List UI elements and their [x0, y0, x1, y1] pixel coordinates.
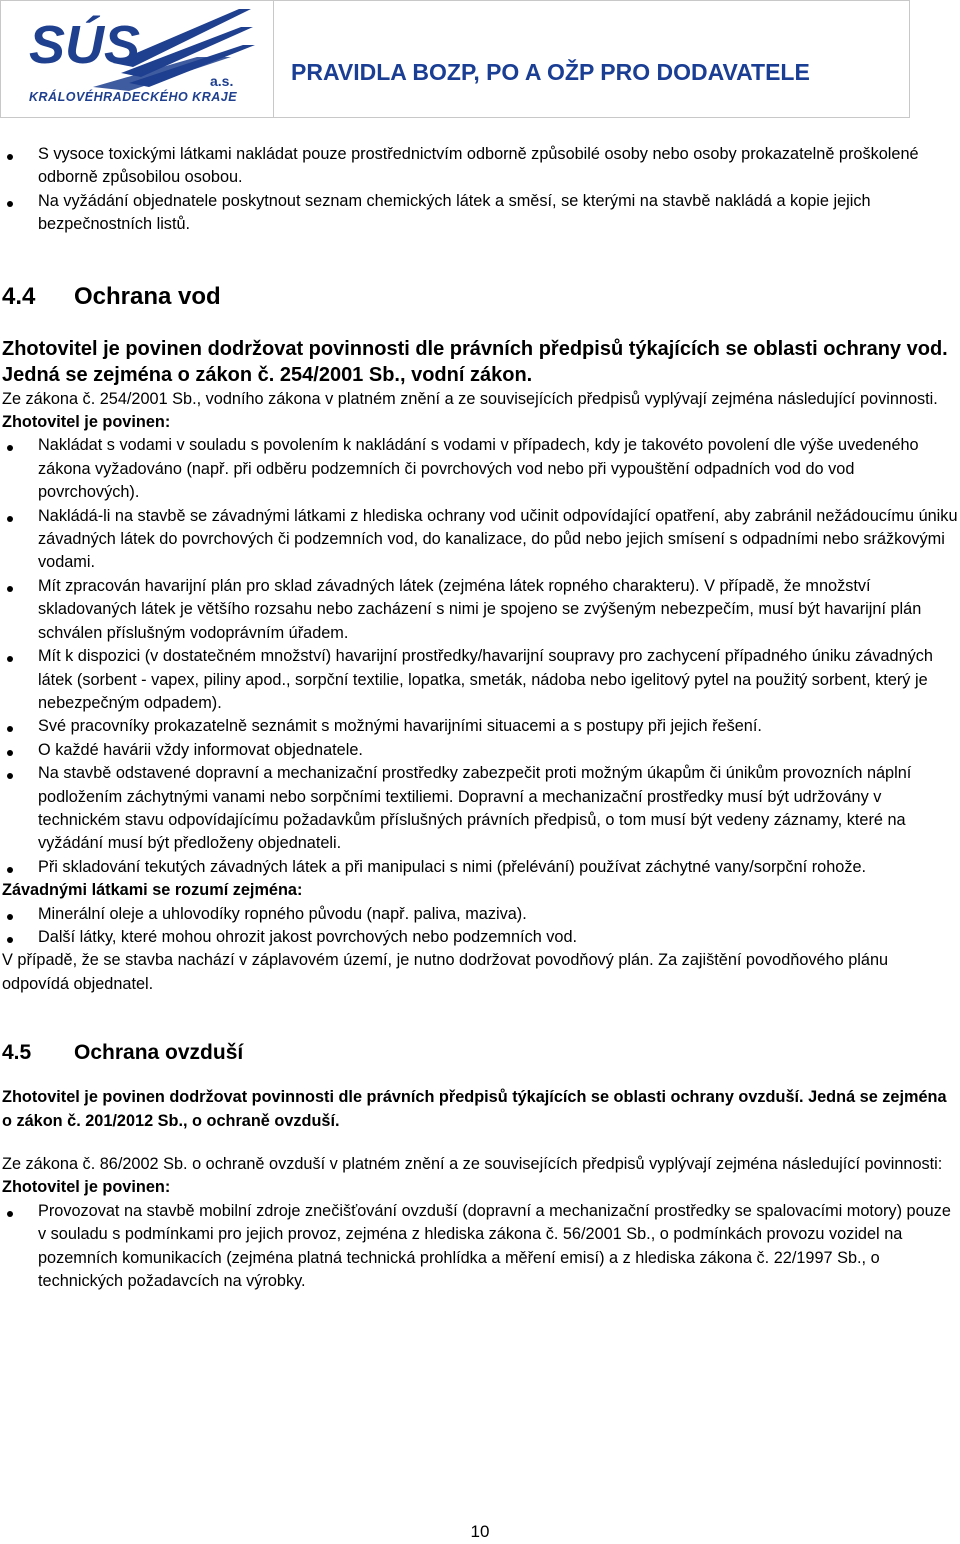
list-item: Minerální oleje a uhlovodíky ropného původu (např. paliva, maziva).: [2, 903, 958, 926]
logo-subtitle: KRÁLOVÉHRADECKÉHO KRAJE: [29, 90, 238, 104]
list-item: S vysoce toxickými látkami nakládat pouze prostřednictvím odborně způsobilé osoby nebo osoby prokazatelně proškolené odborně způsobilou osobou.: [2, 143, 958, 190]
bullet-icon: [7, 516, 13, 522]
duty-heading: Zhotovitel je povinen:: [2, 1178, 171, 1197]
page-number: 10: [470, 1522, 490, 1541]
substances-heading: Závadnými látkami se rozumí zejména:: [2, 881, 303, 900]
section-lead: Zhotovitel je povinen dodržovat povinnosti dle právních předpisů týkajících se oblasti ochrany vod. Jedná se zejména o zákon č. 254/2001 Sb., vodní zákon.: [2, 337, 948, 386]
list-item: Při skladování tekutých závadných látek a při manipulaci s nimi (přelévání) používat záchytné vany/sorpční rohože.: [2, 856, 958, 879]
section-lead: Zhotovitel je povinen dodržovat povinnosti dle právních předpisů týkajících se oblasti ochrany ovzduší. Jedná se zejména o zákon č. 201/2012 Sb., o ochraně ovzduší.: [2, 1088, 947, 1130]
bullet-icon: [7, 1211, 13, 1217]
bullet-icon: [7, 937, 13, 943]
section-heading-4-4: 4.4 Ochrana vod: [2, 282, 221, 310]
bullet-icon: [7, 586, 13, 592]
bullet-icon: [7, 914, 13, 920]
law-text: Ze zákona č. 86/2002 Sb. o ochraně ovzduší v platném znění a ze souvisejících předpisů vyplývají zejména následující povinnosti:: [2, 1155, 943, 1173]
bullet-icon: [7, 726, 13, 732]
law-text: Ze zákona č. 254/2001 Sb., vodního zákona v platném znění a ze souvisejících předpisů vyplývají zejména následující povinnosti.: [2, 389, 938, 408]
bullet-icon: [7, 201, 13, 207]
company-logo: [1, 1, 274, 117]
document-title: PRAVIDLA BOZP, PO A OŽP PRO DODAVATELE: [291, 59, 810, 85]
bullet-icon: [7, 154, 13, 160]
bullet-icon: [7, 656, 13, 662]
list-item: Nakládat s vodami v souladu s povolením k nakládání s vodami v případech, kdy je takovéto povolení dle výše uvedeného zákona vyžadováno (např. při odběru podzemních či povrchových vod nebo při vypouštění odpadních vod do vod povrchových).: [2, 434, 958, 504]
duties-list: [2, 1200, 958, 1294]
duty-heading: Zhotovitel je povinen:: [2, 413, 171, 432]
flood-text: V případě, že se stavba nachází v záplavovém území, je nutno dodržovat povodňový plán. Za zajištění povodňového plánu odpovídá objednatel.: [2, 951, 889, 993]
page-content: [2, 143, 958, 1293]
list-item: Nakládá-li na stavbě se závadnými látkami z hlediska ochrany vod učinit odpovídající opatření, aby zabránil nežádoucímu úniku závadných látek do povrchových či podzemních vod, do kanalizace, do půd nebo jejich smísení s odpadními nebo srážkovými vodami.: [2, 505, 958, 575]
logo-as: a.s.: [210, 73, 234, 89]
bullet-icon: [7, 445, 13, 451]
duties-list: [2, 434, 958, 879]
logo-main-text: SÚS: [29, 15, 141, 75]
list-item: Mít zpracován havarijní plán pro sklad závadných látek (zejména látek ropného charakteru). V případě, že množství skladovaných látek je většího rozsahu nebo zacházení s nimi je spojeno se zvýšeným nebezpečím, musí být havarijní plán schválen příslušným vodoprávním úřadem.: [2, 575, 958, 645]
section-heading-4-5: 4.5 Ochrana ovzduší: [2, 1041, 244, 1065]
list-item: Další látky, které mohou ohrozit jakost povrchových nebo podzemních vod.: [2, 926, 958, 949]
list-item: Na stavbě odstavené dopravní a mechanizační prostředky zabezpečit proti možným úkapům či únikům provozních náplní podložením záchytnými vanami nebo sorpčními textiliemi. Dopravní a mechanizační prostředky musí být udržovány v technickém stavu odpovídajícímu požadavkům příslušných právních předpisů, o tom musí být vedeny záznamy, které na vyžádání musí být předloženy objednateli.: [2, 762, 958, 856]
list-item: Mít k dispozici (v dostatečném množství) havarijní prostředky/havarijní soupravy pro zachycení případného úniku závadných látek (sorbent - vapex, piliny apod., sorpční textilie, lopatka, smeták, nádoba nebo igelitový pytel na použitý sorbent, který je nebezpečným odpadem).: [2, 645, 958, 715]
substances-list: [2, 903, 958, 950]
page-header: [0, 0, 910, 118]
bullet-icon: [7, 867, 13, 873]
bullet-icon: [7, 750, 13, 756]
bullet-icon: [7, 773, 13, 779]
list-item: O každé havárii vždy informovat objednatele.: [2, 739, 958, 762]
intro-bullet-list: [2, 143, 958, 237]
list-item: Své pracovníky prokazatelně seznámit s možnými havarijními situacemi a s postupy při jejich řešení.: [2, 715, 958, 738]
list-item: Provozovat na stavbě mobilní zdroje znečišťování ovzduší (dopravní a mechanizační prostředky se spalovacími motory) pouze v souladu s podmínkami pro jejich provoz, zejména z hlediska zákona č. 56/2001 Sb., o podmínkách provozu vozidel na pozemních komunikacích (zejména platná technická prohlídka a měření emisí) a z hlediska zákona č. 22/1997 Sb., o technických požadavcích na výrobky.: [2, 1200, 958, 1294]
list-item: Na vyžádání objednatele poskytnout seznam chemických látek a směsí, se kterými na stavbě nakládá a kopie jejich bezpečnostních listů.: [2, 190, 958, 237]
